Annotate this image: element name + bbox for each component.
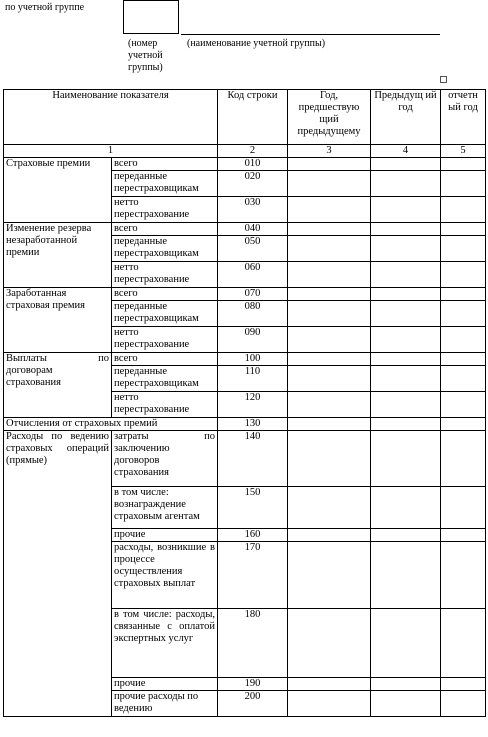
table-row <box>4 288 486 301</box>
value-cell[interactable] <box>441 197 486 223</box>
group-name-line <box>181 34 440 35</box>
value-cell[interactable] <box>441 431 486 487</box>
row-code: 030 <box>218 197 288 223</box>
row-code: 090 <box>218 327 288 353</box>
value-cell[interactable] <box>288 327 371 353</box>
row-code: 200 <box>218 691 288 717</box>
value-cell[interactable] <box>441 236 486 262</box>
value-cell[interactable] <box>288 288 371 301</box>
value-cell[interactable] <box>371 288 441 301</box>
value-cell[interactable] <box>371 301 441 327</box>
value-cell[interactable] <box>371 197 441 223</box>
col-number: 3 <box>288 145 371 158</box>
header-name: Наименование показателя <box>4 90 218 145</box>
value-cell[interactable] <box>441 158 486 171</box>
col-number: 4 <box>371 145 441 158</box>
group-number-box[interactable] <box>123 0 179 34</box>
row-code: 060 <box>218 262 288 288</box>
value-cell[interactable] <box>441 288 486 301</box>
value-cell[interactable] <box>288 236 371 262</box>
value-cell[interactable] <box>288 353 371 366</box>
sub-label: переданные перестраховщикам <box>112 171 218 197</box>
header-pre-prev-year: Год, предшествую щий предыдущему <box>288 90 371 145</box>
row-code: 180 <box>218 609 288 678</box>
table-row <box>4 223 486 236</box>
value-cell[interactable] <box>288 392 371 418</box>
row-code: 190 <box>218 678 288 691</box>
group-payments: Выплаты по договорам страхования <box>4 353 112 418</box>
header-code: Код строки <box>218 90 288 145</box>
value-cell[interactable] <box>371 262 441 288</box>
value-cell[interactable] <box>371 171 441 197</box>
item-label: в том числе: расходы, связанные с оплатой экспертных услуг <box>112 609 218 678</box>
value-cell[interactable] <box>371 236 441 262</box>
caption-group-number: (номер учетной группы) <box>128 38 163 73</box>
sub-label: переданные перестраховщикам <box>112 236 218 262</box>
col-number: 2 <box>218 145 288 158</box>
value-cell[interactable] <box>441 678 486 691</box>
value-cell[interactable] <box>441 542 486 609</box>
row-code: 160 <box>218 529 288 542</box>
sub-label: всего <box>112 288 218 301</box>
value-cell[interactable] <box>371 487 441 529</box>
item-label: расходы, возникшие в процессе осуществления страховых выплат <box>112 542 218 609</box>
group-label: по учетной группе <box>5 2 85 13</box>
row-code: 150 <box>218 487 288 529</box>
value-cell[interactable] <box>441 301 486 327</box>
row-code: 120 <box>218 392 288 418</box>
group-deductions: Отчисления от страховых премий <box>4 418 218 431</box>
sub-label: нетто перестрахование <box>112 392 218 418</box>
item-label: прочие <box>112 529 218 542</box>
value-cell[interactable] <box>441 327 486 353</box>
value-cell[interactable] <box>441 529 486 542</box>
row-code: 110 <box>218 366 288 392</box>
group-earned-premium: Заработанная страховая премия <box>4 288 112 353</box>
sub-label: нетто перестрахование <box>112 197 218 223</box>
value-cell[interactable] <box>441 418 486 431</box>
value-cell[interactable] <box>371 691 441 717</box>
group-premiums: Страховые премии <box>4 158 112 223</box>
row-code: 130 <box>218 418 288 431</box>
header-current-year: отчетн ый год <box>441 90 486 145</box>
value-cell[interactable] <box>441 366 486 392</box>
value-cell[interactable] <box>288 529 371 542</box>
item-label: в том числе: вознаграждение страховым агентам <box>112 487 218 529</box>
value-cell[interactable] <box>441 223 486 236</box>
item-label: прочие расходы по ведению <box>112 691 218 717</box>
report-table <box>3 89 486 717</box>
sub-label: нетто перестрахование <box>112 262 218 288</box>
value-cell[interactable] <box>288 158 371 171</box>
row-code: 070 <box>218 288 288 301</box>
value-cell[interactable] <box>288 262 371 288</box>
item-label: затраты по заключению договоров страхования <box>112 431 218 487</box>
value-cell[interactable] <box>441 171 486 197</box>
value-cell[interactable] <box>288 301 371 327</box>
table-row <box>4 431 486 487</box>
table-row <box>4 158 486 171</box>
value-cell[interactable] <box>371 327 441 353</box>
value-cell[interactable] <box>371 529 441 542</box>
row-code: 040 <box>218 223 288 236</box>
value-cell[interactable] <box>371 366 441 392</box>
value-cell[interactable] <box>371 392 441 418</box>
value-cell[interactable] <box>441 609 486 678</box>
value-cell[interactable] <box>371 158 441 171</box>
value-cell[interactable] <box>288 366 371 392</box>
value-cell[interactable] <box>288 542 371 609</box>
row-code: 170 <box>218 542 288 609</box>
value-cell[interactable] <box>288 487 371 529</box>
value-cell[interactable] <box>371 542 441 609</box>
sub-label: нетто перестрахование <box>112 327 218 353</box>
value-cell[interactable] <box>288 223 371 236</box>
table-row <box>4 353 486 366</box>
value-cell[interactable] <box>371 418 441 431</box>
value-cell[interactable] <box>288 678 371 691</box>
checkbox-marker <box>440 76 447 83</box>
table-header-row <box>4 90 486 145</box>
sub-label: переданные перестраховщикам <box>112 301 218 327</box>
sub-label: всего <box>112 353 218 366</box>
value-cell[interactable] <box>288 431 371 487</box>
value-cell[interactable] <box>288 197 371 223</box>
table-row <box>4 418 486 431</box>
row-code: 020 <box>218 171 288 197</box>
column-numbers-row <box>4 145 486 158</box>
value-cell[interactable] <box>441 392 486 418</box>
value-cell[interactable] <box>288 418 371 431</box>
sub-label: переданные перестраховщикам <box>112 366 218 392</box>
value-cell[interactable] <box>371 223 441 236</box>
row-code: 140 <box>218 431 288 487</box>
col-number: 1 <box>4 145 218 158</box>
value-cell[interactable] <box>371 353 441 366</box>
group-expenses: Расходы по ведению страховых операций (прямые) <box>4 431 112 717</box>
sub-label: всего <box>112 158 218 171</box>
value-cell[interactable] <box>288 171 371 197</box>
value-cell[interactable] <box>288 609 371 678</box>
value-cell[interactable] <box>371 431 441 487</box>
row-code: 080 <box>218 301 288 327</box>
col-number: 5 <box>441 145 486 158</box>
value-cell[interactable] <box>441 487 486 529</box>
value-cell[interactable] <box>441 262 486 288</box>
caption-group-name: (наименование учетной группы) <box>187 38 326 49</box>
group-reserve-change: Изменение резерва незаработанной премии <box>4 223 112 288</box>
row-code: 050 <box>218 236 288 262</box>
row-code: 100 <box>218 353 288 366</box>
value-cell[interactable] <box>371 678 441 691</box>
item-label: прочие <box>112 678 218 691</box>
row-code: 010 <box>218 158 288 171</box>
value-cell[interactable] <box>441 691 486 717</box>
value-cell[interactable] <box>288 691 371 717</box>
header-prev-year: Предыдущ ий год <box>371 90 441 145</box>
value-cell[interactable] <box>441 353 486 366</box>
value-cell[interactable] <box>371 609 441 678</box>
sub-label: всего <box>112 223 218 236</box>
